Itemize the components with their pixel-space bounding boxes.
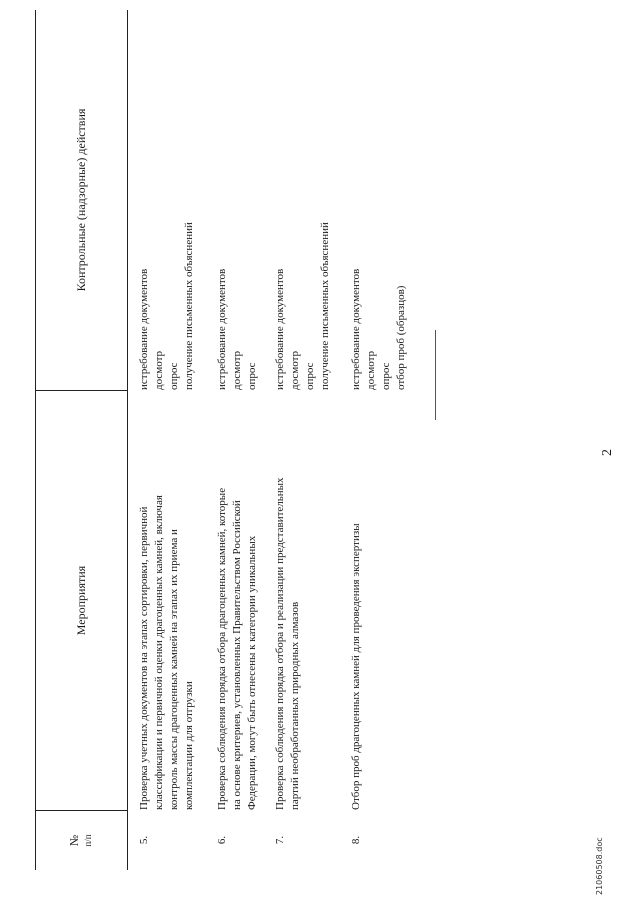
row-event: Отбор проб драгоценных камней для проведения экспертизы (350, 523, 362, 810)
row-actions: истребование документов досмотр опрос отбор проб (образцов) (350, 268, 407, 390)
rotated-page (20, 20, 620, 885)
document-id: 21060508.doc (595, 837, 604, 895)
measures-table (35, 10, 583, 870)
row-number: 6. (216, 835, 228, 845)
row-number: 7. (274, 835, 286, 845)
row-event: Проверка учетных документов на этапах сортировки, первичной классификации и первичной оценки драгоценных камней, включая контроль массы драгоценных камней на этапах их приема и комплектации для отгрузки (138, 495, 195, 810)
row-actions: истребование документов досмотр опрос получение письменных объяснений (274, 222, 331, 390)
row-number: 8. (350, 835, 362, 845)
header-events: Мероприятия (35, 390, 127, 810)
row-event: Проверка соблюдения порядка отбора и реализации представительных партий необработанных природных алмазов (274, 477, 301, 810)
header-number-main: № (67, 834, 81, 847)
header-number-sub: п/п (83, 834, 93, 847)
table-header-row (35, 10, 128, 870)
header-number (35, 810, 127, 870)
row-actions: истребование документов досмотр опрос (216, 268, 258, 390)
end-rule (435, 330, 436, 420)
row-event: Проверка соблюдения порядка отбора драгоценных камней, которые на основе критериев, установленных Правительством Российской Федерации, могут быть отнесены к категории уникальных (216, 487, 258, 810)
row-number: 5. (138, 835, 150, 845)
page-number: 2 (600, 449, 615, 456)
row-actions: истребование документов досмотр опрос получение письменных объяснений (138, 222, 195, 390)
header-actions: Контрольные (надзорные) действия (74, 108, 88, 292)
